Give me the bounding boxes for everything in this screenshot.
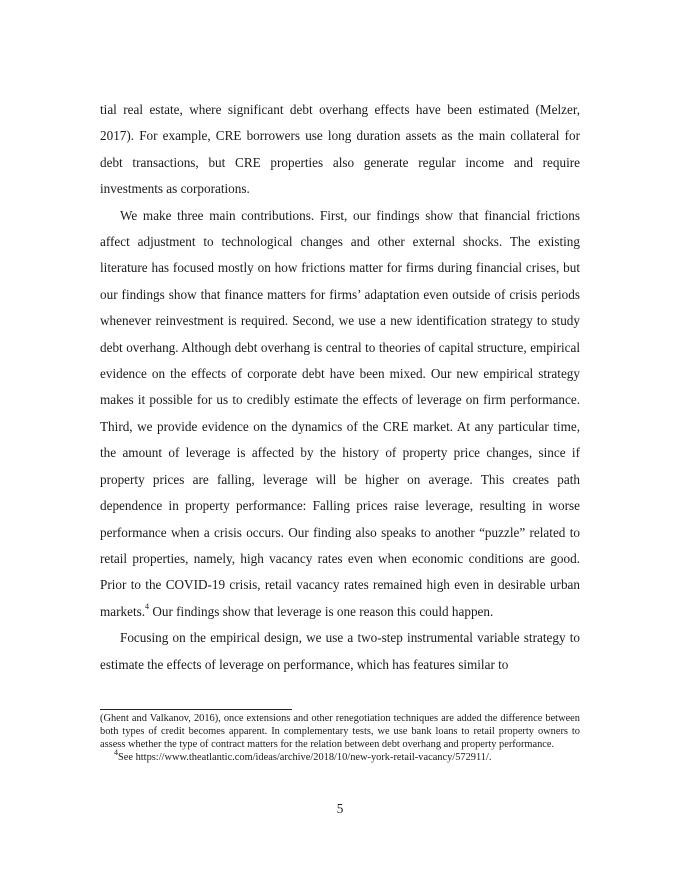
paragraph-3: Focusing on the empirical design, we use a two-step instrumental variable strategy to estimate the effects of leverage on performance, which has features similar to: [100, 630, 580, 672]
paragraph-1: tial real estate, where significant debt overhang effects have been estimated (Melzer, 2017). For example, CRE borrowers use long duration assets as the main collateral for debt transactions, but CRE properties also generate regular income and require investments as corporations.: [100, 102, 580, 197]
footnote-4: [100, 747, 580, 764]
footnote-4-marker: 4: [114, 747, 118, 757]
footnote-marker[interactable]: 4: [145, 602, 150, 612]
body-text: [100, 97, 580, 678]
footnote-continued: (Ghent and Valkanov, 2016), once extensions and other renegotiation techniques are added the difference between both types of credit becomes apparent. In complementary tests, we use bank loans to retail property owners to assess whether the type of contract matters for the relation between debt overhang and property performance.: [100, 713, 580, 751]
paragraph-2-text: We make three main contributions. First, our findings show that financial frictions affect adjustment to technological changes and other external shocks. The existing literature has focused mostly on how frictions matter for firms during financial crises, but our findings show that finance matters for firms’ adaptation even outside of crisis periods whenever reinvestment is required. Second, we use a new identification strategy to study debt overhang. Although debt overhang is central to theories of capital structure, empirical evidence on the effects of corporate debt have been mixed. Our new empirical strategy makes it possible for us to credibly estimate the effects of leverage on firm performance. Third, we provide evidence on the dynamics of the CRE market. At any particular time, the amount of leverage is affected by the history of property price changes, since if property prices are falling, leverage will be higher on average. This creates path dependence in property performance: Falling prices raise leverage, resulting in worse performance when a crisis occurs. Our finding also speaks to another “puzzle” related to retail properties, namely, high vacancy rates even when economic conditions are good. Prior to the COVID-19 crisis, retail vacancy rates remained high even in desirable urban markets.: [100, 207, 580, 619]
paragraph-2-tail: Our findings show that leverage is one reason this could happen.: [152, 603, 494, 619]
footnotes: [100, 712, 580, 764]
footnote-rule: [100, 709, 292, 710]
paragraph-2: [100, 203, 580, 626]
page-number: 5: [336, 801, 344, 816]
footnote-4-text: See https://www.theatlantic.com/ideas/archive/2018/10/new-york-retail-vacancy/572911/.: [118, 752, 492, 764]
